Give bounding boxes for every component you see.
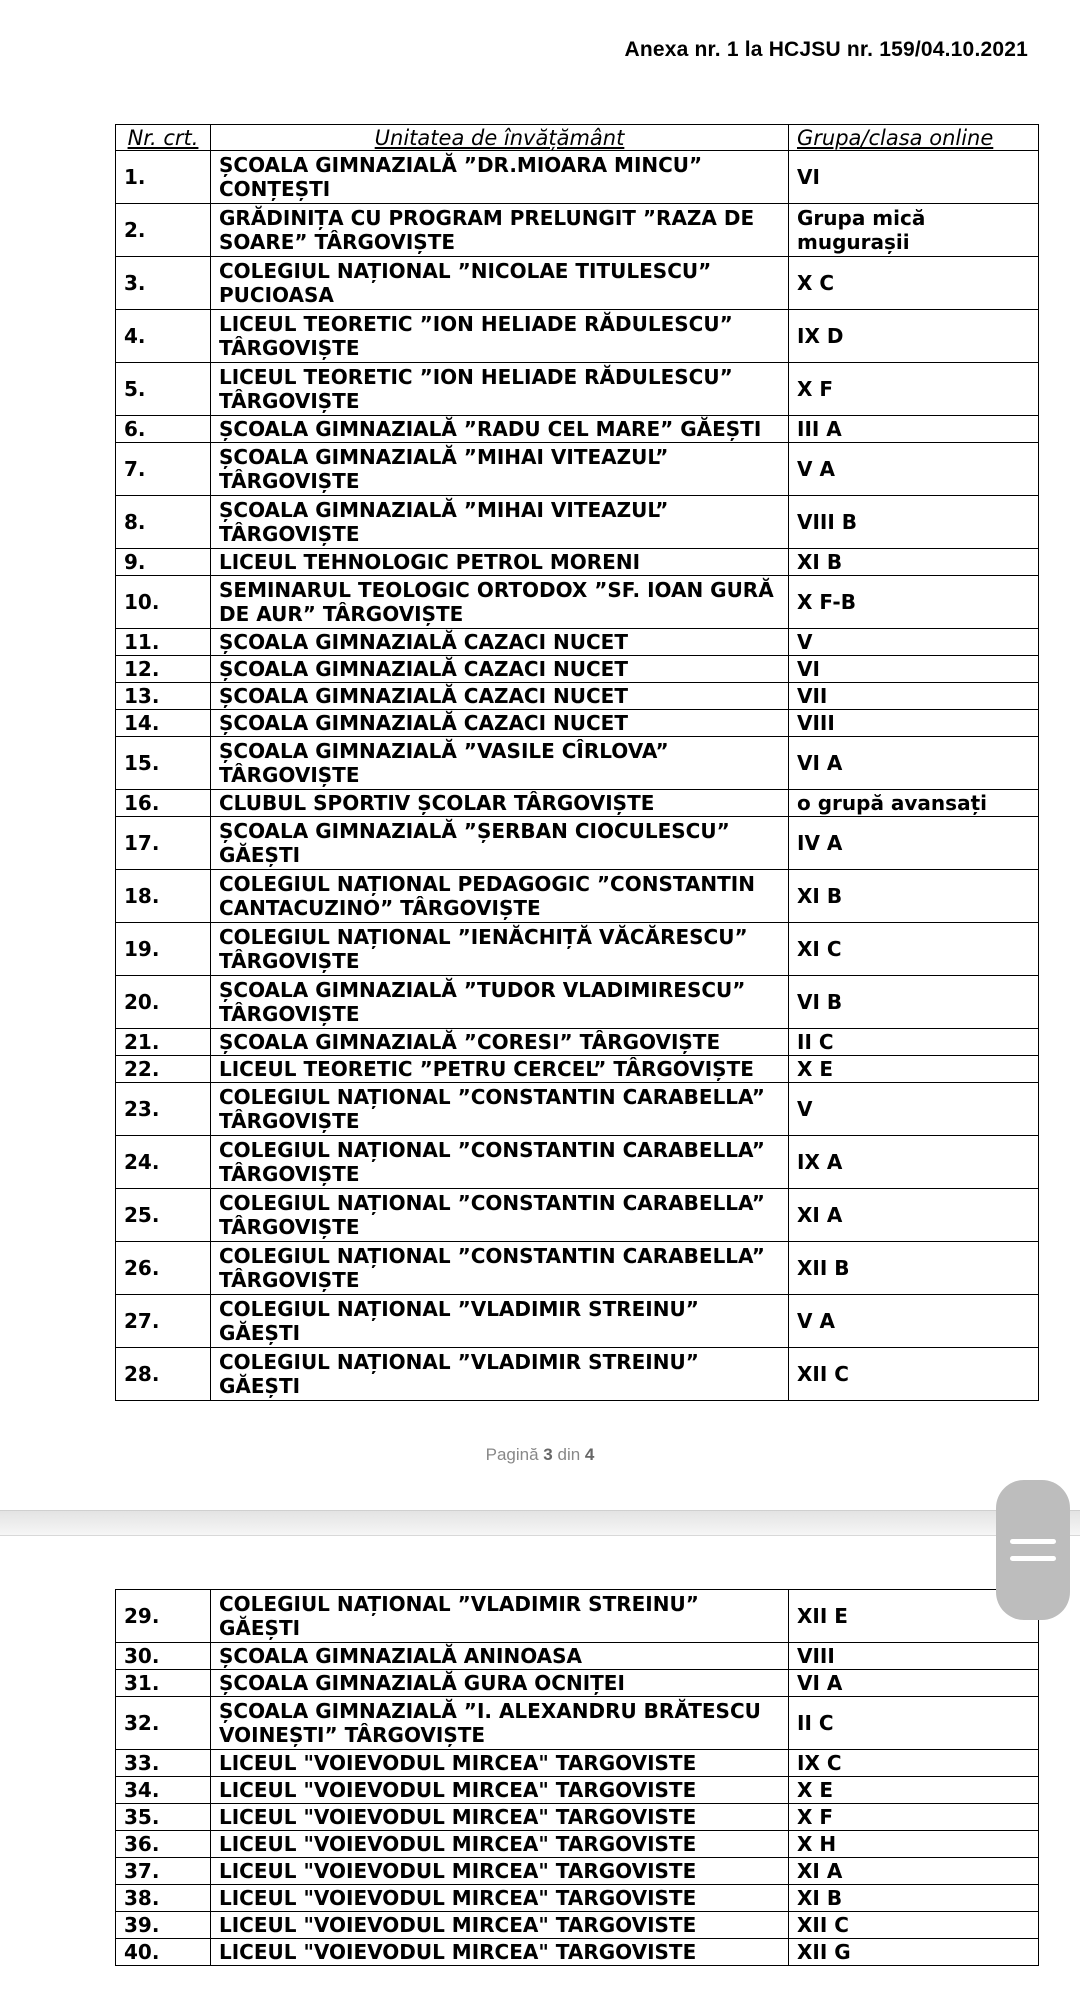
table-row bbox=[116, 204, 1039, 257]
class-group: XII E bbox=[789, 1590, 1039, 1643]
row-number: 17. bbox=[116, 817, 211, 870]
table-row bbox=[116, 683, 1039, 710]
school-name: ȘCOALA GIMNAZIALĂ CAZACI NUCET bbox=[211, 629, 789, 656]
class-group: VII bbox=[789, 683, 1039, 710]
schools-table-page-3 bbox=[115, 124, 1039, 1401]
row-number: 26. bbox=[116, 1242, 211, 1295]
row-number: 16. bbox=[116, 790, 211, 817]
class-group: III A bbox=[789, 416, 1039, 443]
row-number: 12. bbox=[116, 656, 211, 683]
row-number: 7. bbox=[116, 443, 211, 496]
table-row bbox=[116, 1029, 1039, 1056]
school-name: ȘCOALA GIMNAZIALĂ ”VASILE CÎRLOVA” TÂRGOVIȘTE bbox=[211, 737, 789, 790]
class-group: o grupă avansați bbox=[789, 790, 1039, 817]
table-row bbox=[116, 151, 1039, 204]
row-number: 22. bbox=[116, 1056, 211, 1083]
school-name: LICEUL "VOIEVODUL MIRCEA" TARGOVISTE bbox=[211, 1750, 789, 1777]
class-group: X E bbox=[789, 1777, 1039, 1804]
table-row bbox=[116, 1858, 1039, 1885]
class-group: X F bbox=[789, 363, 1039, 416]
school-name: LICEUL "VOIEVODUL MIRCEA" TARGOVISTE bbox=[211, 1858, 789, 1885]
table-row bbox=[116, 443, 1039, 496]
row-number: 6. bbox=[116, 416, 211, 443]
school-name: ȘCOALA GIMNAZIALĂ ”DR.MIOARA MINCU” CONȚEȘTI bbox=[211, 151, 789, 204]
school-name: LICEUL "VOIEVODUL MIRCEA" TARGOVISTE bbox=[211, 1831, 789, 1858]
document-header: Anexa nr. 1 la HCJSU nr. 159/04.10.2021 bbox=[624, 38, 1028, 61]
table-row bbox=[116, 923, 1039, 976]
table-row bbox=[116, 710, 1039, 737]
school-name: LICEUL "VOIEVODUL MIRCEA" TARGOVISTE bbox=[211, 1885, 789, 1912]
table-row bbox=[116, 656, 1039, 683]
table-row bbox=[116, 257, 1039, 310]
class-group: XI B bbox=[789, 549, 1039, 576]
class-group: XI A bbox=[789, 1858, 1039, 1885]
school-name: ȘCOALA GIMNAZIALĂ CAZACI NUCET bbox=[211, 710, 789, 737]
class-group: X H bbox=[789, 1831, 1039, 1858]
school-name: COLEGIUL NAȚIONAL ”IENĂCHIȚĂ VĂCĂRESCU” TÂRGOVIȘTE bbox=[211, 923, 789, 976]
row-number: 34. bbox=[116, 1777, 211, 1804]
school-name: COLEGIUL NAȚIONAL ”VLADIMIR STREINU” GĂEȘTI bbox=[211, 1348, 789, 1401]
row-number: 37. bbox=[116, 1858, 211, 1885]
school-name: ȘCOALA GIMNAZIALĂ ”TUDOR VLADIMIRESCU” TÂRGOVIȘTE bbox=[211, 976, 789, 1029]
class-group: XI B bbox=[789, 1885, 1039, 1912]
class-group: VIII bbox=[789, 1643, 1039, 1670]
row-number: 27. bbox=[116, 1295, 211, 1348]
row-number: 24. bbox=[116, 1136, 211, 1189]
class-group: IX A bbox=[789, 1136, 1039, 1189]
row-number: 25. bbox=[116, 1189, 211, 1242]
table-row bbox=[116, 1939, 1039, 1966]
school-name: ȘCOALA GIMNAZIALĂ ”RADU CEL MARE” GĂEȘTI bbox=[211, 416, 789, 443]
school-name: GRĂDINIȚA CU PROGRAM PRELUNGIT ”RAZA DE SOARE” TÂRGOVIȘTE bbox=[211, 204, 789, 257]
row-number: 21. bbox=[116, 1029, 211, 1056]
table-row bbox=[116, 1083, 1039, 1136]
class-group: V bbox=[789, 629, 1039, 656]
class-group: XII C bbox=[789, 1348, 1039, 1401]
column-header-nr: Nr. crt. bbox=[116, 125, 211, 151]
row-number: 13. bbox=[116, 683, 211, 710]
school-name: ȘCOALA GIMNAZIALĂ ”MIHAI VITEAZUL” TÂRGOVIȘTE bbox=[211, 443, 789, 496]
row-number: 31. bbox=[116, 1670, 211, 1697]
row-number: 29. bbox=[116, 1590, 211, 1643]
school-name: CLUBUL SPORTIV ȘCOLAR TÂRGOVIȘTE bbox=[211, 790, 789, 817]
class-group: VI A bbox=[789, 737, 1039, 790]
handle-line-top bbox=[1010, 1539, 1056, 1544]
row-number: 33. bbox=[116, 1750, 211, 1777]
class-group: XI B bbox=[789, 870, 1039, 923]
row-number: 5. bbox=[116, 363, 211, 416]
table-row bbox=[116, 1670, 1039, 1697]
table-row bbox=[116, 1831, 1039, 1858]
page-indicator-prefix: Pagină bbox=[485, 1445, 539, 1464]
school-name: ȘCOALA GIMNAZIALĂ ”CORESI” TÂRGOVIȘTE bbox=[211, 1029, 789, 1056]
table-row bbox=[116, 310, 1039, 363]
school-name: COLEGIUL NAȚIONAL ”VLADIMIR STREINU” GĂEȘTI bbox=[211, 1295, 789, 1348]
row-number: 28. bbox=[116, 1348, 211, 1401]
class-group: VI bbox=[789, 656, 1039, 683]
page-divider bbox=[0, 1510, 1080, 1536]
table-row bbox=[116, 416, 1039, 443]
class-group: XII C bbox=[789, 1912, 1039, 1939]
table-row bbox=[116, 1242, 1039, 1295]
row-number: 9. bbox=[116, 549, 211, 576]
page-indicator-current: 3 bbox=[543, 1445, 553, 1464]
row-number: 1. bbox=[116, 151, 211, 204]
class-group: IX C bbox=[789, 1750, 1039, 1777]
school-name: COLEGIUL NAȚIONAL ”NICOLAE TITULESCU” PUCIOASA bbox=[211, 257, 789, 310]
class-group: V bbox=[789, 1083, 1039, 1136]
school-name: ȘCOALA GIMNAZIALĂ GURA OCNIȚEI bbox=[211, 1670, 789, 1697]
class-group: II C bbox=[789, 1697, 1039, 1750]
class-group: II C bbox=[789, 1029, 1039, 1056]
school-name: ȘCOALA GIMNAZIALĂ CAZACI NUCET bbox=[211, 656, 789, 683]
table-row bbox=[116, 1189, 1039, 1242]
class-group: VI A bbox=[789, 1670, 1039, 1697]
class-group: XI A bbox=[789, 1189, 1039, 1242]
row-number: 19. bbox=[116, 923, 211, 976]
school-name: COLEGIUL NAȚIONAL ”CONSTANTIN CARABELLA” TÂRGOVIȘTE bbox=[211, 1242, 789, 1295]
school-name: LICEUL "VOIEVODUL MIRCEA" TARGOVISTE bbox=[211, 1804, 789, 1831]
class-group: X C bbox=[789, 257, 1039, 310]
column-header-unit: Unitatea de învățământ bbox=[211, 125, 789, 151]
row-number: 38. bbox=[116, 1885, 211, 1912]
table-row bbox=[116, 1885, 1039, 1912]
school-name: COLEGIUL NAȚIONAL ”VLADIMIR STREINU” GĂEȘTI bbox=[211, 1590, 789, 1643]
school-name: ȘCOALA GIMNAZIALĂ ”MIHAI VITEAZUL” TÂRGOVIȘTE bbox=[211, 496, 789, 549]
row-number: 14. bbox=[116, 710, 211, 737]
school-name: COLEGIUL NAȚIONAL ”CONSTANTIN CARABELLA” TÂRGOVIȘTE bbox=[211, 1083, 789, 1136]
school-name: SEMINARUL TEOLOGIC ORTODOX ”SF. IOAN GURĂ DE AUR” TÂRGOVIȘTE bbox=[211, 576, 789, 629]
school-name: LICEUL TEHNOLOGIC PETROL MORENI bbox=[211, 549, 789, 576]
class-group: XII G bbox=[789, 1939, 1039, 1966]
school-name: ȘCOALA GIMNAZIALĂ ”ȘERBAN CIOCULESCU” GĂEȘTI bbox=[211, 817, 789, 870]
row-number: 40. bbox=[116, 1939, 211, 1966]
class-group: VI bbox=[789, 151, 1039, 204]
row-number: 30. bbox=[116, 1643, 211, 1670]
school-name: ȘCOALA GIMNAZIALĂ ANINOASA bbox=[211, 1643, 789, 1670]
school-name: ȘCOALA GIMNAZIALĂ ”I. ALEXANDRU BRĂTESCU VOINEȘTI” TÂRGOVIȘTE bbox=[211, 1697, 789, 1750]
table-row bbox=[116, 1643, 1039, 1670]
page-indicator-total: 4 bbox=[584, 1445, 595, 1464]
class-group: IV A bbox=[789, 817, 1039, 870]
table-row bbox=[116, 870, 1039, 923]
school-name: LICEUL "VOIEVODUL MIRCEA" TARGOVISTE bbox=[211, 1912, 789, 1939]
row-number: 8. bbox=[116, 496, 211, 549]
table-row bbox=[116, 576, 1039, 629]
school-name: LICEUL TEORETIC ”PETRU CERCEL” TÂRGOVIȘTE bbox=[211, 1056, 789, 1083]
table-row bbox=[116, 629, 1039, 656]
drag-handle-icon[interactable] bbox=[996, 1480, 1070, 1620]
table-row bbox=[116, 1777, 1039, 1804]
table-row bbox=[116, 1295, 1039, 1348]
school-name: COLEGIUL NAȚIONAL PEDAGOGIC ”CONSTANTIN CANTACUZINO” TÂRGOVIȘTE bbox=[211, 870, 789, 923]
class-group: X F-B bbox=[789, 576, 1039, 629]
table-row bbox=[116, 1590, 1039, 1643]
row-number: 39. bbox=[116, 1912, 211, 1939]
table-row bbox=[116, 737, 1039, 790]
class-group: VIII bbox=[789, 710, 1039, 737]
class-group: Grupa mică mugurașii bbox=[789, 204, 1039, 257]
table-row bbox=[116, 496, 1039, 549]
class-group: V A bbox=[789, 443, 1039, 496]
class-group: VIII B bbox=[789, 496, 1039, 549]
page-indicator-middle: din bbox=[557, 1445, 581, 1464]
class-group: IX D bbox=[789, 310, 1039, 363]
page-indicator bbox=[0, 1445, 1080, 1465]
row-number: 35. bbox=[116, 1804, 211, 1831]
table-row bbox=[116, 976, 1039, 1029]
school-name: COLEGIUL NAȚIONAL ”CONSTANTIN CARABELLA” TÂRGOVIȘTE bbox=[211, 1189, 789, 1242]
table-row bbox=[116, 1804, 1039, 1831]
row-number: 10. bbox=[116, 576, 211, 629]
class-group: VI B bbox=[789, 976, 1039, 1029]
row-number: 23. bbox=[116, 1083, 211, 1136]
table-row bbox=[116, 1912, 1039, 1939]
row-number: 15. bbox=[116, 737, 211, 790]
class-group: X E bbox=[789, 1056, 1039, 1083]
table-row bbox=[116, 549, 1039, 576]
row-number: 3. bbox=[116, 257, 211, 310]
row-number: 4. bbox=[116, 310, 211, 363]
school-name: LICEUL "VOIEVODUL MIRCEA" TARGOVISTE bbox=[211, 1939, 789, 1966]
row-number: 18. bbox=[116, 870, 211, 923]
school-name: LICEUL TEORETIC ”ION HELIADE RĂDULESCU” TÂRGOVIȘTE bbox=[211, 310, 789, 363]
column-header-class: Grupa/clasa online bbox=[789, 125, 1039, 151]
school-name: COLEGIUL NAȚIONAL ”CONSTANTIN CARABELLA” TÂRGOVIȘTE bbox=[211, 1136, 789, 1189]
school-name: ȘCOALA GIMNAZIALĂ CAZACI NUCET bbox=[211, 683, 789, 710]
class-group: XII B bbox=[789, 1242, 1039, 1295]
table-row bbox=[116, 1750, 1039, 1777]
row-number: 11. bbox=[116, 629, 211, 656]
row-number: 36. bbox=[116, 1831, 211, 1858]
table-row bbox=[116, 1697, 1039, 1750]
table-row bbox=[116, 790, 1039, 817]
table-row bbox=[116, 1056, 1039, 1083]
row-number: 32. bbox=[116, 1697, 211, 1750]
class-group: V A bbox=[789, 1295, 1039, 1348]
class-group: XI C bbox=[789, 923, 1039, 976]
school-name: LICEUL TEORETIC ”ION HELIADE RĂDULESCU” TÂRGOVIȘTE bbox=[211, 363, 789, 416]
schools-table-page-4 bbox=[115, 1589, 1039, 1966]
table-row bbox=[116, 817, 1039, 870]
row-number: 20. bbox=[116, 976, 211, 1029]
school-name: LICEUL "VOIEVODUL MIRCEA" TARGOVISTE bbox=[211, 1777, 789, 1804]
table-row bbox=[116, 363, 1039, 416]
table-row bbox=[116, 1348, 1039, 1401]
class-group: X F bbox=[789, 1804, 1039, 1831]
row-number: 2. bbox=[116, 204, 211, 257]
handle-line-bottom bbox=[1010, 1556, 1056, 1561]
table-row bbox=[116, 1136, 1039, 1189]
